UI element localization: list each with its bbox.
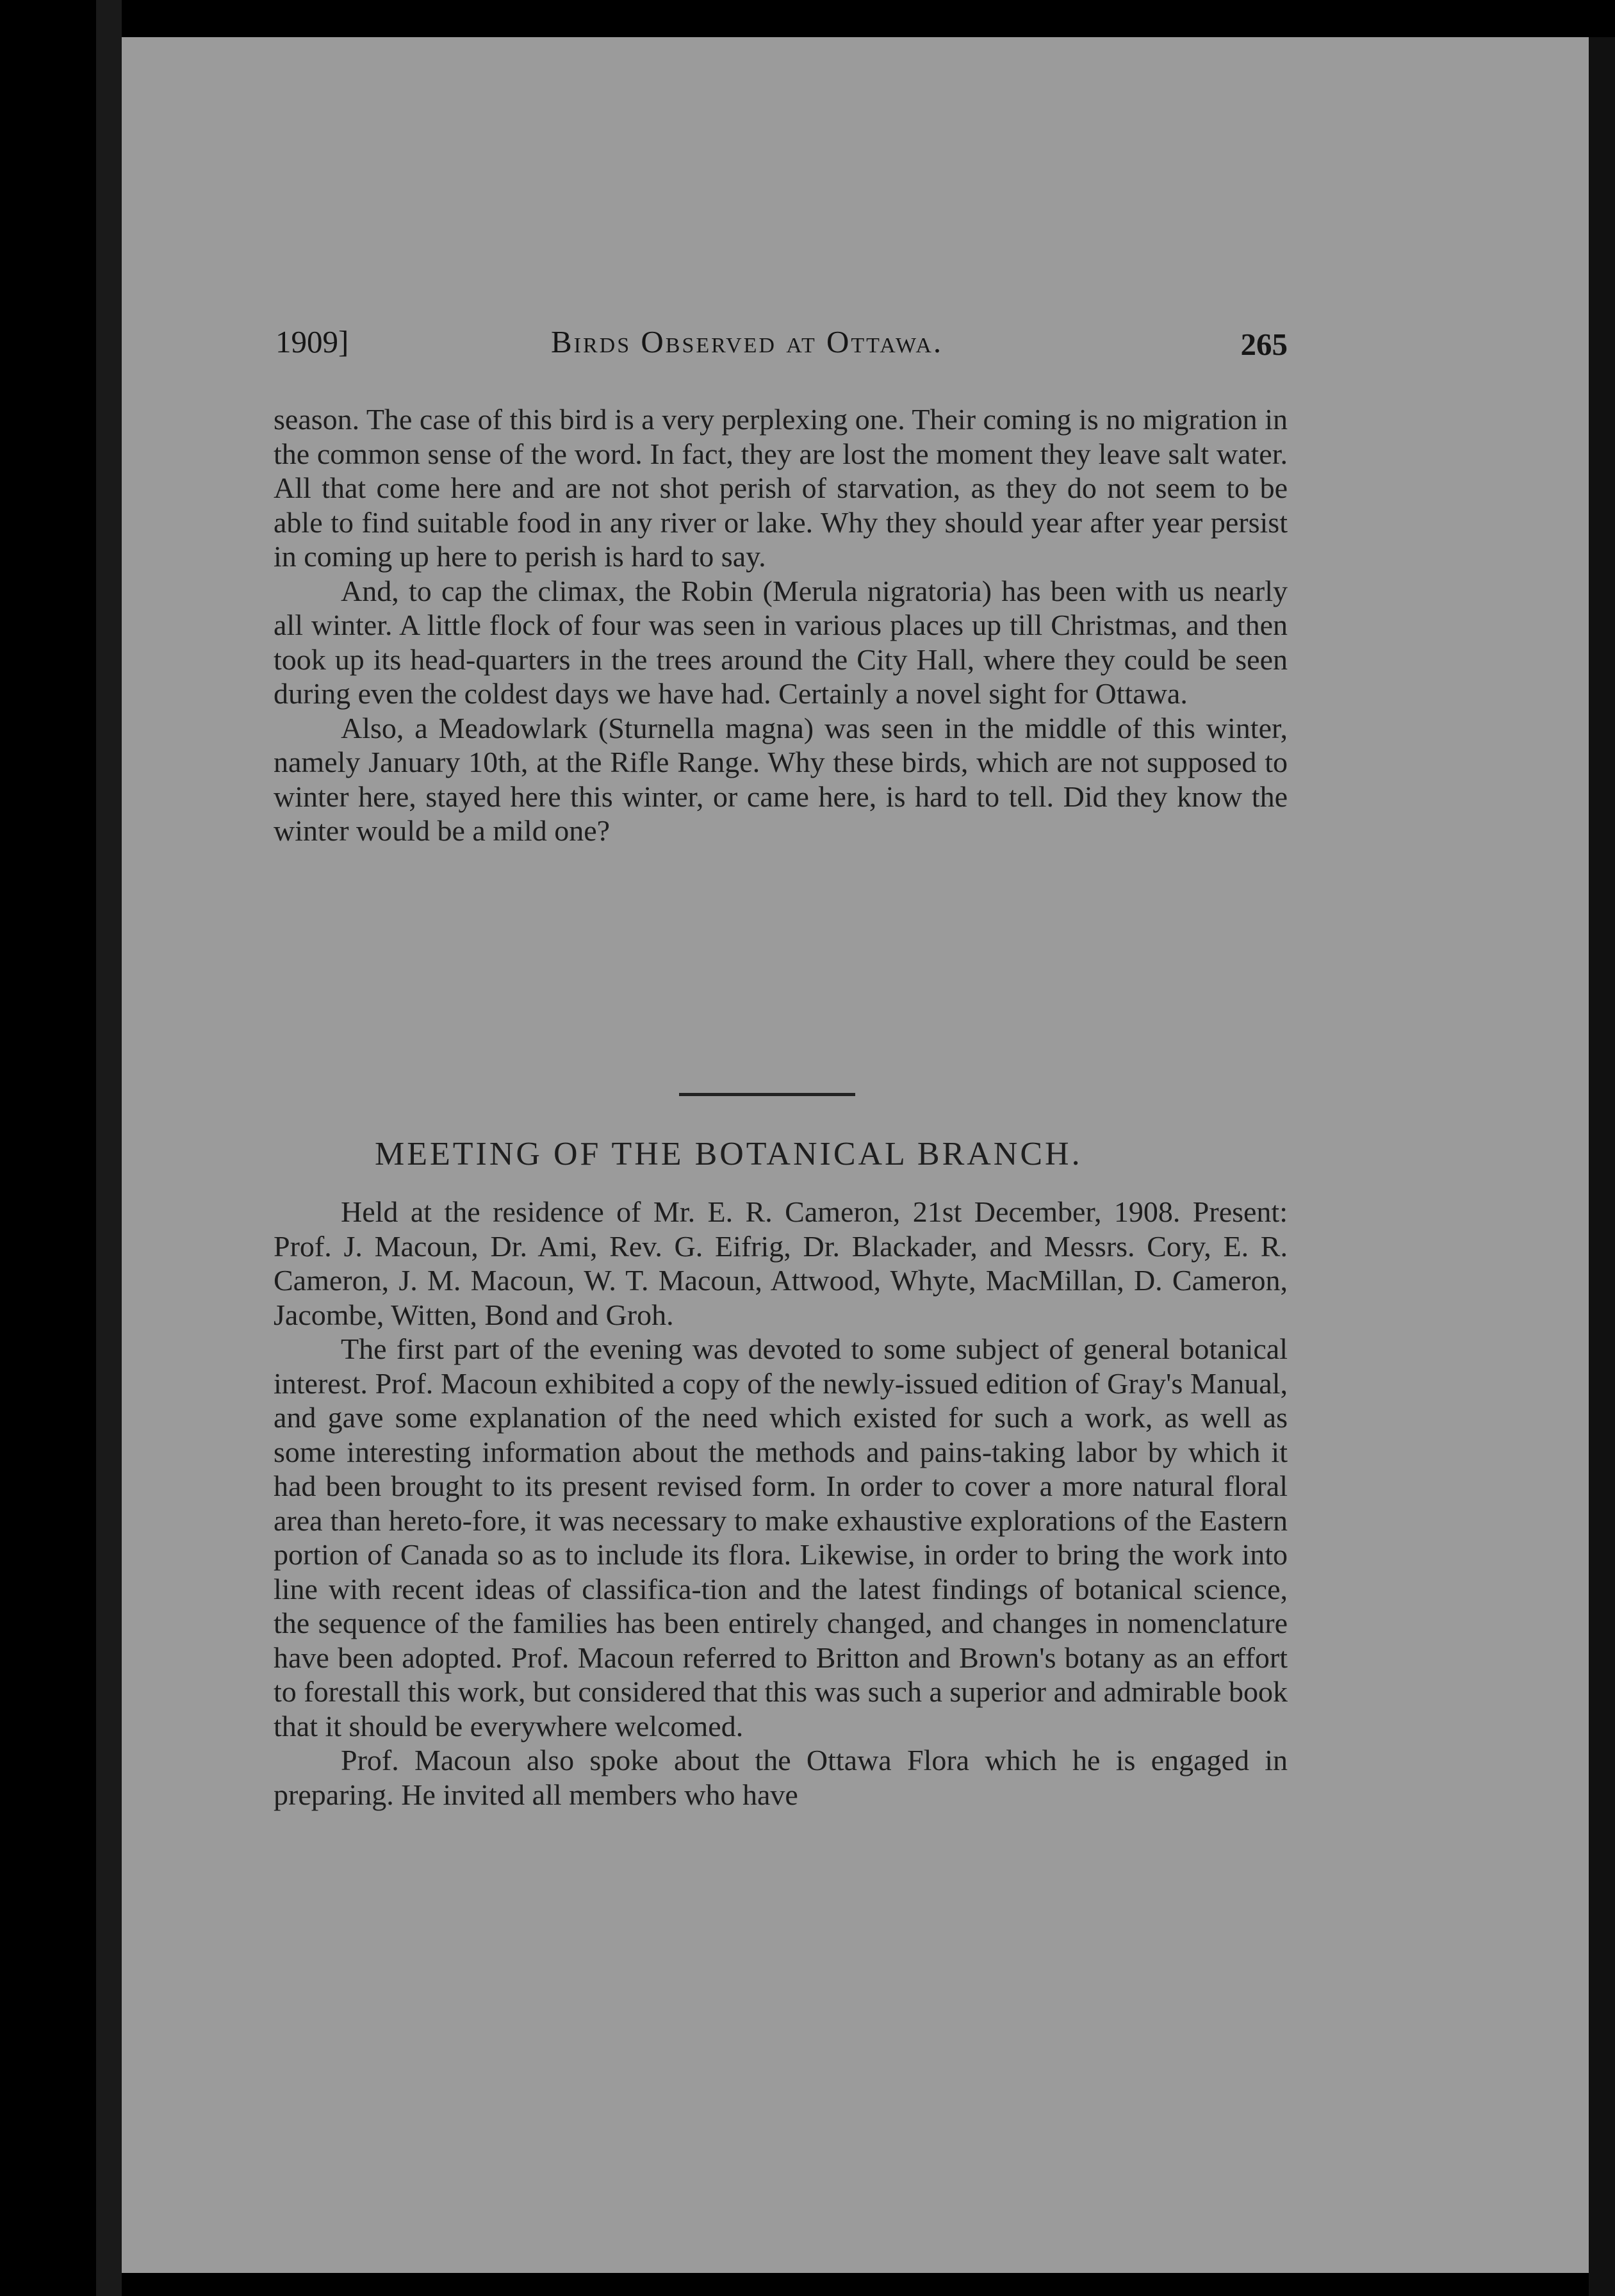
header-year: 1909] <box>275 324 349 359</box>
paragraph: And, to cap the climax, the Robin (Merula nigratoria) has been with us nearly all winter. A little flock of four was seen in various places up till Christmas, and then took up its head-quarters in the trees around the City Hall, where they could be seen during even the coldest days we have had. Certainly a novel sight for Ottawa. <box>274 574 1288 710</box>
page-edge <box>1589 37 1615 2296</box>
paragraph: Also, a Meadowlark (Sturnella magna) was seen in the middle of this winter, namely January 10th, at the Rifle Range. Why these birds, which are not supposed to winter here, stayed here this winter, or came here, is hard to tell. Did they know the winter would be a mild one? <box>274 711 1288 847</box>
paragraph: Prof. Macoun also spoke about the Ottawa Flora which he is engaged in preparing. He invited all members who have <box>274 1744 1288 1811</box>
running-header <box>275 324 1288 375</box>
paragraph: season. The case of this bird is a very perplexing one. Their coming is no migration in the common sense of the word. In fact, they are lost the moment they leave salt water. All that come here and are not shot perish of starvation, as they do not seem to be able to find suitable food in any river or lake. Why they should year after year persist in coming up here to perish is hard to say. <box>274 403 1288 573</box>
bird-notes-text <box>274 402 1288 848</box>
page-number: 265 <box>1240 327 1288 362</box>
section-divider <box>679 1093 855 1096</box>
paragraph: Held at the residence of Mr. E. R. Cameron, 21st December, 1908. Present: Prof. J. Macoun, Dr. Ami, Rev. G. Eifrig, Dr. Blackader, and Messrs. Cory, E. R. Cameron, J. M. Macoun, W. T. Macoun, Attwood, Whyte, MacMillan, D. Cameron, Jacombe, Witten, Bond and Groh. <box>274 1195 1288 1331</box>
binding-gutter <box>96 0 122 2296</box>
botanical-meeting-text <box>274 1195 1288 1812</box>
paragraph: The first part of the evening was devoted to some subject of general botanical interest. Prof. Macoun exhibited a copy of the newly-issued edition of Gray's Manual, and gave some explanation of the need which existed for such a work, as well as some interesting information about the methods and pains-taking labor by which it had been brought to its present revised form. In order to cover a more natural floral area than hereto-fore, it was necessary to make exhaustive explorations of the Eastern portion of Canada so as to include its flora. Likewise, in order to bring the work into line with recent ideas of classifica-tion and the latest findings of botanical science, the sequence of the families has been entirely changed, and changes in nomenclature have been adopted. Prof. Macoun referred to Britton and Brown's botany as an effort to forestall this work, but considered that this was such a superior and admirable book that it should be everywhere welcomed. <box>274 1332 1288 1742</box>
header-title: Birds Observed at Ottawa. <box>551 324 944 359</box>
section-heading: MEETING OF THE BOTANICAL BRANCH. <box>375 1136 1083 1172</box>
